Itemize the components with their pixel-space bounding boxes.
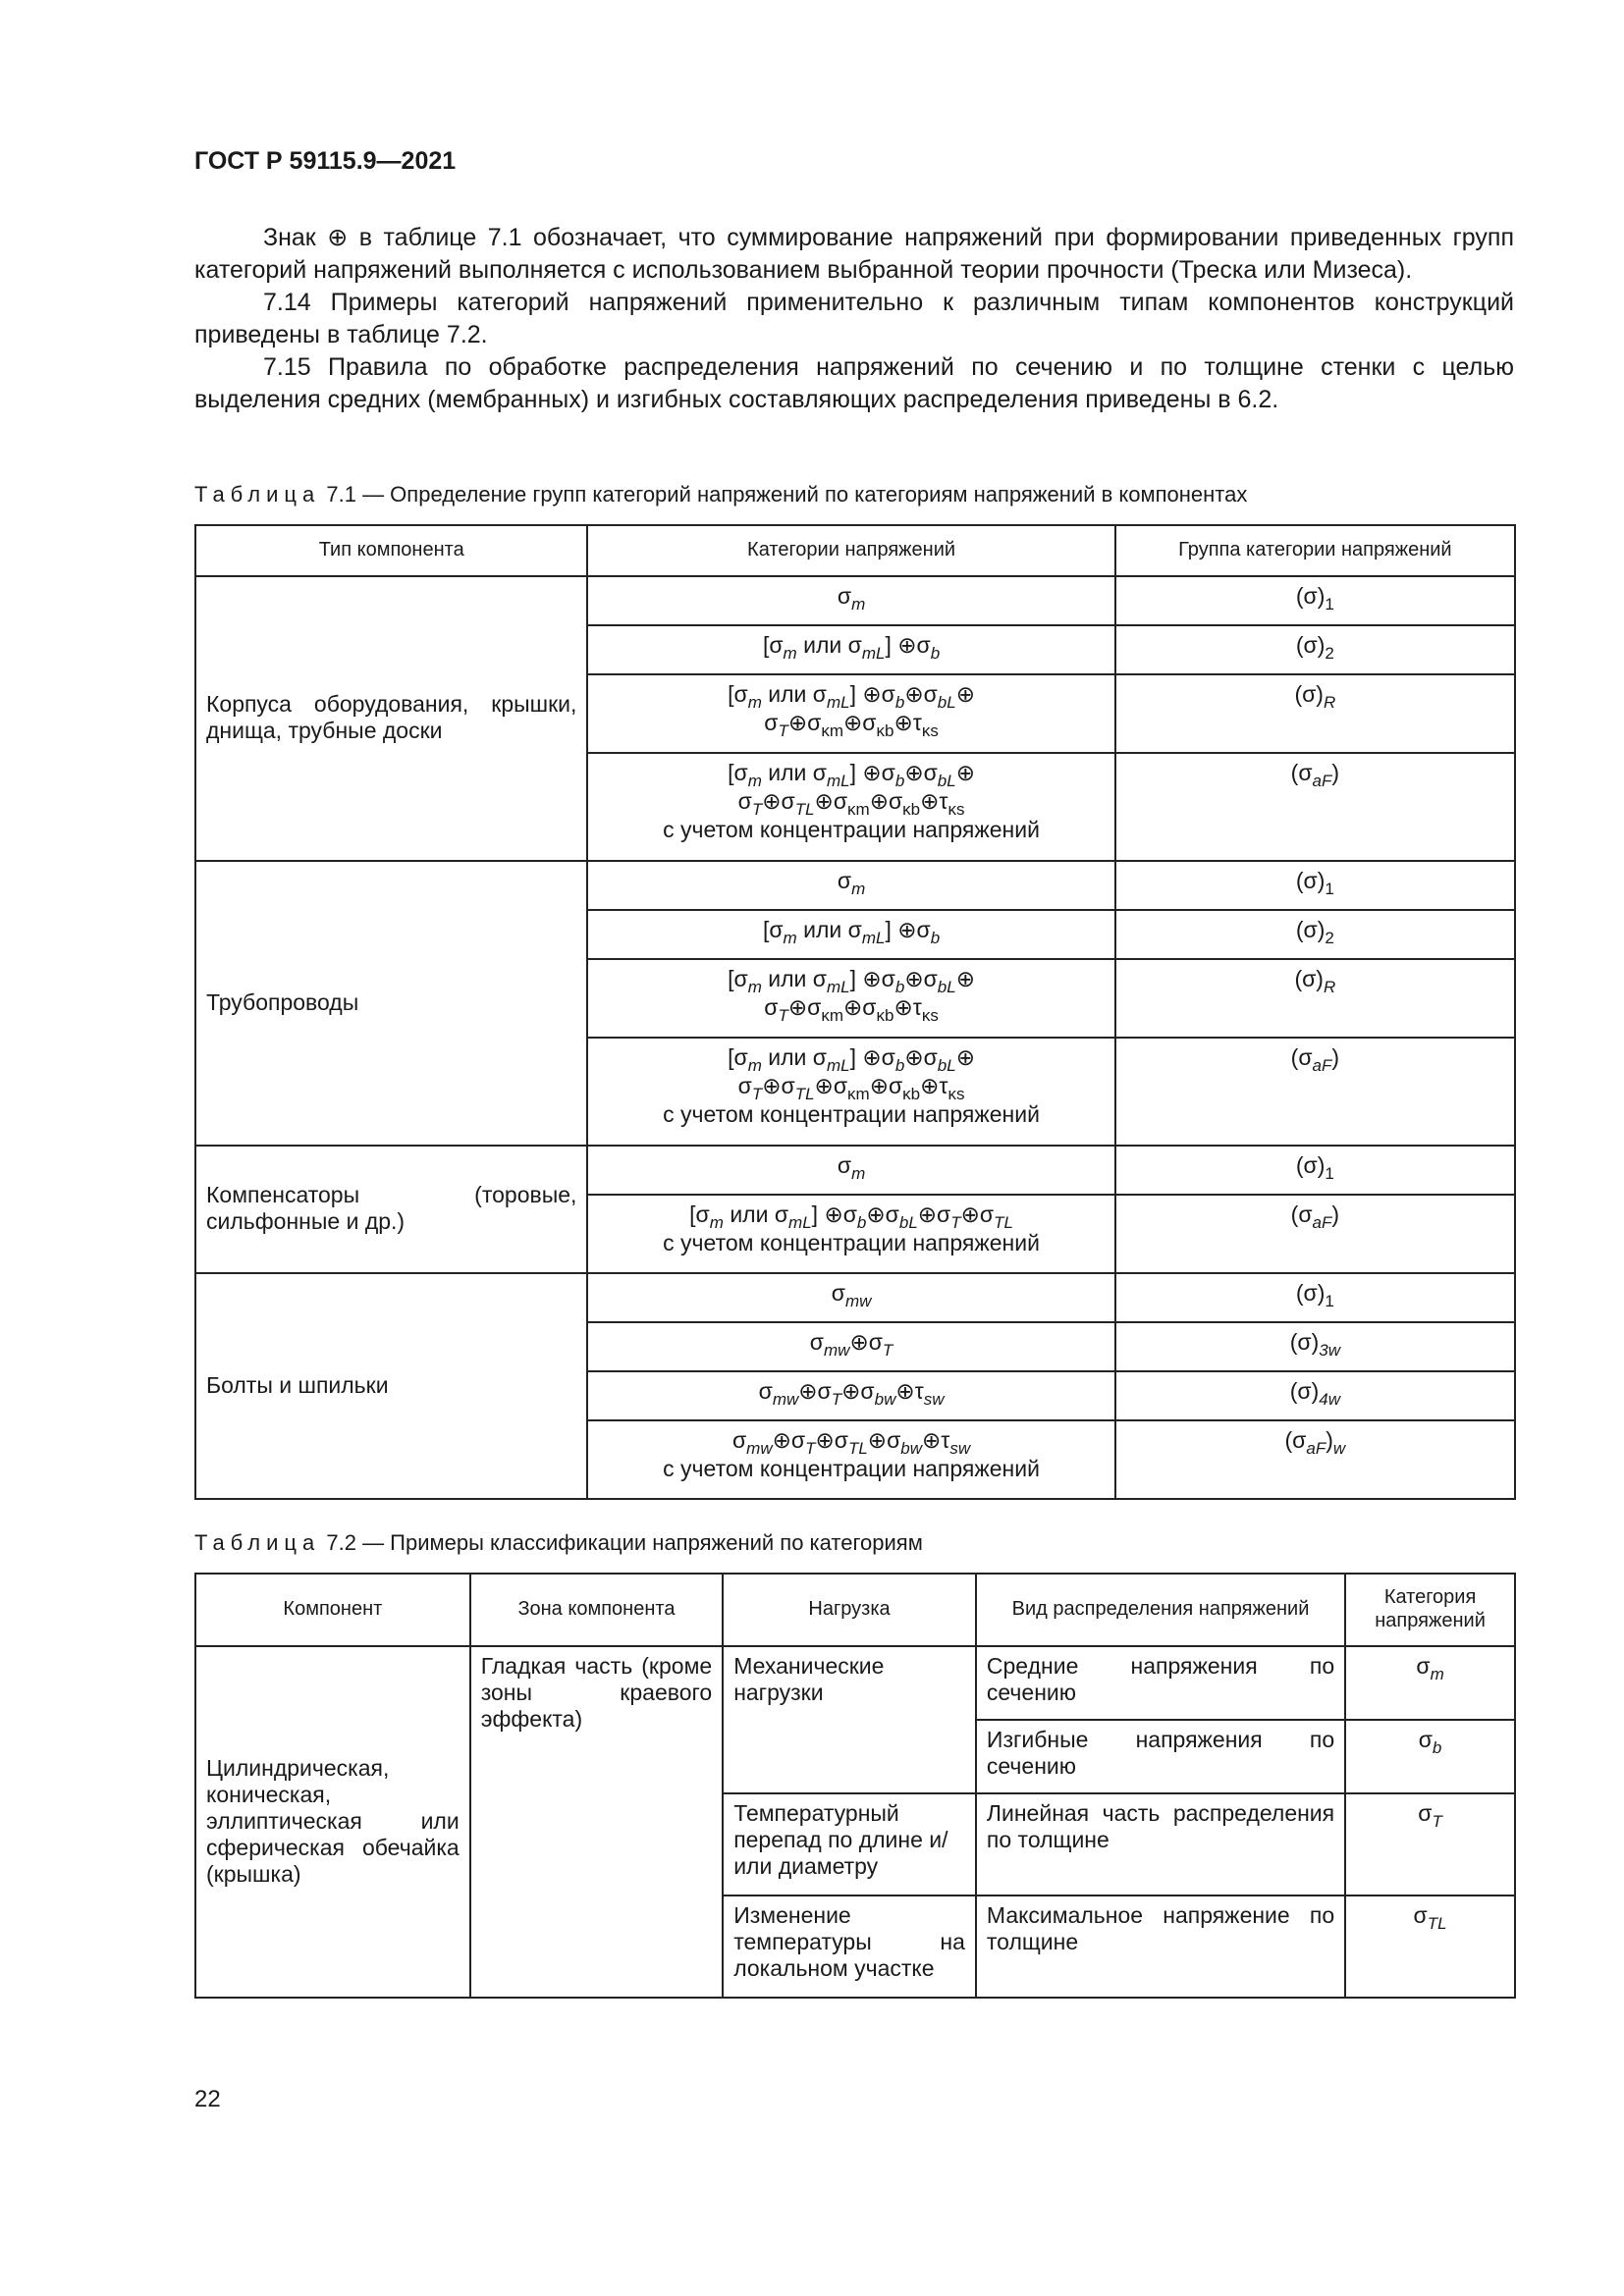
table-row bbox=[195, 861, 1515, 910]
table-row bbox=[195, 1646, 1515, 1720]
document-code: ГОСТ Р 59115.9—2021 bbox=[194, 147, 457, 175]
column-header: Вид распределения напряжений bbox=[976, 1574, 1345, 1646]
column-header: Категории напряжений bbox=[587, 525, 1114, 576]
stress-category-cell: [$\sigma_m$ или $\sigma_{mL}$] $\oplus\sigma_b\oplus\sigma_{bL}\oplus$ $\sigma_T\oplus\sigma_{\kappa m}\oplus\sigma_{\kappa b}\oplus\tau_{\kappa s}$ bbox=[587, 959, 1114, 1038]
paragraph: 7.15 Правила по обработке распределения напряжений по сечению и по толщине стенки с целью выделения средних (мембранных) и изгибных составляющих распределения приведены в 6.2. bbox=[194, 353, 1514, 413]
stress-group-cell: $(\sigma)_1$ bbox=[1115, 576, 1515, 625]
stress-group-cell: $(\sigma)_1$ bbox=[1115, 1273, 1515, 1322]
stress-category-cell: [$\sigma_m$ или $\sigma_{mL}$] $\oplus\sigma_b\oplus\sigma_{bL}\oplus$ $\sigma_T\oplus\sigma_{TL}\oplus\sigma_{\kappa m}\oplus\sigma_{\kappa b}\oplus\tau_{\kappa s}$ с учетом концентрации напряжений bbox=[587, 753, 1114, 861]
table-7-1 bbox=[194, 524, 1516, 1500]
stress-category-cell: [$\sigma_m$ или $\sigma_{mL}$] $\oplus\sigma_b\oplus\sigma_{bL}\oplus\sigma_T\oplus\sigma_{TL}$ с учетом концентрации напряжений bbox=[587, 1195, 1114, 1273]
zone-cell: Гладкая часть (кроме зоны краевого эффекта) bbox=[470, 1646, 723, 1998]
stress-group-cell: $(\sigma)_R$ bbox=[1115, 959, 1515, 1038]
stress-category-cell: $\sigma_{mw}\oplus\sigma_T$ bbox=[587, 1322, 1114, 1371]
distribution-cell: Линейная часть распределения по толщине bbox=[976, 1793, 1345, 1896]
stress-group-cell: $(\sigma_{aF})$ bbox=[1115, 1195, 1515, 1273]
table-7-1-caption: Таблица 7.1 — Определение групп категорий напряжений по категориям напряжений в компонентах bbox=[194, 482, 1248, 507]
component-cell: Цилиндрическая, коническая, эллиптическая или сферическая обечайка (крышка) bbox=[195, 1646, 470, 1998]
component-type-cell: Трубопроводы bbox=[195, 861, 587, 1146]
column-header: Категория напряжений bbox=[1345, 1574, 1515, 1646]
stress-group-cell: $(\sigma)_1$ bbox=[1115, 861, 1515, 910]
table-7-2 bbox=[194, 1573, 1516, 1999]
load-cell: Изменение температуры на локальном участке bbox=[723, 1896, 976, 1998]
stress-group-cell: $(\sigma_{aF})$ bbox=[1115, 1038, 1515, 1146]
stress-group-cell: $(\sigma)_{4w}$ bbox=[1115, 1371, 1515, 1420]
stress-group-cell: $(\sigma_{aF})_w$ bbox=[1115, 1420, 1515, 1499]
column-header: Нагрузка bbox=[723, 1574, 976, 1646]
stress-category-cell: [$\sigma_m$ или $\sigma_{mL}$] $\oplus\sigma_b$ bbox=[587, 625, 1114, 674]
table-row bbox=[195, 1273, 1515, 1322]
table-header-row bbox=[195, 525, 1515, 576]
stress-category-cell: $\sigma_{mw}\oplus\sigma_T\oplus\sigma_{TL}\oplus\sigma_{bw}\oplus\tau_{sw}$ с учетом концентрации напряжений bbox=[587, 1420, 1114, 1499]
table-row bbox=[195, 1146, 1515, 1195]
stress-group-cell: $(\sigma)_R$ bbox=[1115, 674, 1515, 753]
paragraph: 7.14 Примеры категорий напряжений применительно к различным типам компонентов конструкций приведены в таблице 7.2. bbox=[194, 289, 1514, 348]
stress-category-cell: $\sigma_m$ bbox=[587, 1146, 1114, 1195]
stress-group-cell: $(\sigma)_2$ bbox=[1115, 625, 1515, 674]
stress-group-cell: $(\sigma)_1$ bbox=[1115, 1146, 1515, 1195]
component-type-cell: Корпуса оборудования, крышки, днища, трубные доски bbox=[195, 576, 587, 861]
category-cell: $\sigma_{TL}$ bbox=[1345, 1896, 1515, 1998]
stress-category-cell: [$\sigma_m$ или $\sigma_{mL}$] $\oplus\sigma_b\oplus\sigma_{bL}\oplus$ $\sigma_T\oplus\sigma_{TL}\oplus\sigma_{\kappa m}\oplus\sigma_{\kappa b}\oplus\tau_{\kappa s}$ с учетом концентрации напряжений bbox=[587, 1038, 1114, 1146]
table-7-2-caption: Таблица 7.2 — Примеры классификации напряжений по категориям bbox=[194, 1530, 923, 1555]
column-header: Зона компонента bbox=[470, 1574, 723, 1646]
stress-category-cell: $\sigma_m$ bbox=[587, 576, 1114, 625]
stress-category-cell: $\sigma_{mw}\oplus\sigma_T\oplus\sigma_{bw}\oplus\tau_{sw}$ bbox=[587, 1371, 1114, 1420]
distribution-cell: Изгибные напряжения по сечению bbox=[976, 1720, 1345, 1793]
table-row bbox=[195, 576, 1515, 625]
stress-category-cell: [$\sigma_m$ или $\sigma_{mL}$] $\oplus\sigma_b$ bbox=[587, 910, 1114, 959]
body-text bbox=[194, 222, 1514, 416]
distribution-cell: Максимальное напряжение по толщине bbox=[976, 1896, 1345, 1998]
distribution-cell: Средние напряжения по сечению bbox=[976, 1646, 1345, 1720]
column-header: Группа категории напряжений bbox=[1115, 525, 1515, 576]
page-number: 22 bbox=[194, 2086, 221, 2112]
category-cell: $\sigma_m$ bbox=[1345, 1646, 1515, 1720]
stress-category-cell: [$\sigma_m$ или $\sigma_{mL}$] $\oplus\sigma_b\oplus\sigma_{bL}\oplus$ $\sigma_T\oplus\sigma_{\kappa m}\oplus\sigma_{\kappa b}\oplus\tau_{\kappa s}$ bbox=[587, 674, 1114, 753]
column-header: Компонент bbox=[195, 1574, 470, 1646]
component-type-cell: Болты и шпильки bbox=[195, 1273, 587, 1499]
table-header-row bbox=[195, 1574, 1515, 1646]
stress-group-cell: $(\sigma)_2$ bbox=[1115, 910, 1515, 959]
column-header: Тип компонента bbox=[195, 525, 587, 576]
stress-group-cell: $(\sigma)_{3w}$ bbox=[1115, 1322, 1515, 1371]
load-cell: Температурный перепад по длине и/или диаметру bbox=[723, 1793, 976, 1896]
paragraph: Знак ⊕ в таблице 7.1 обозначает, что суммирование напряжений при формировании приведенных групп категорий напряжений выполняется с использованием выбранной теории прочности (Треска или Мизеса). bbox=[194, 224, 1514, 284]
component-type-cell: Компенсаторы (торовые, сильфонные и др.) bbox=[195, 1146, 587, 1273]
stress-category-cell: $\sigma_{mw}$ bbox=[587, 1273, 1114, 1322]
stress-category-cell: $\sigma_m$ bbox=[587, 861, 1114, 910]
stress-group-cell: $(\sigma_{aF})$ bbox=[1115, 753, 1515, 861]
category-cell: $\sigma_b$ bbox=[1345, 1720, 1515, 1793]
category-cell: $\sigma_T$ bbox=[1345, 1793, 1515, 1896]
load-cell: Механические нагрузки bbox=[723, 1646, 976, 1793]
